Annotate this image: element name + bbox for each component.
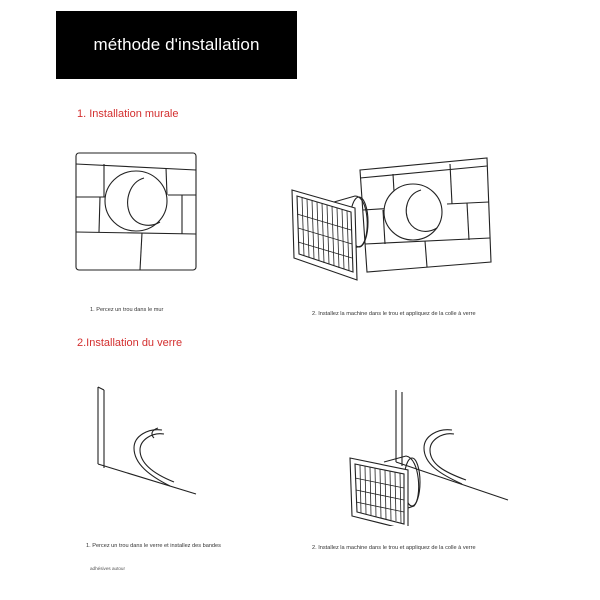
section-title-glass: 2.Installation du verre (77, 337, 183, 349)
wall-machine-illustration (287, 152, 499, 282)
caption-glass-step2: 2. Installez la machine dans le trou et appliquez de la colle à verre (312, 545, 476, 551)
caption-glass-step1: 1. Percez un trou dans le verre et installez des bandes (86, 543, 221, 549)
section-title-wall: 1. Installation murale (77, 108, 179, 120)
glass-hole-illustration (92, 382, 202, 500)
header-bar (56, 11, 297, 79)
caption-glass-step1-cont: adhésives autour (90, 566, 125, 571)
glass-machine-illustration (344, 386, 514, 526)
caption-wall-step1: 1. Percez un trou dans le mur (90, 307, 164, 313)
page-title: méthode d'installation (93, 35, 260, 54)
wall-hole-illustration (74, 150, 200, 274)
caption-wall-step2: 2. Installez la machine dans le trou et appliquez de la colle à verre (312, 311, 476, 317)
